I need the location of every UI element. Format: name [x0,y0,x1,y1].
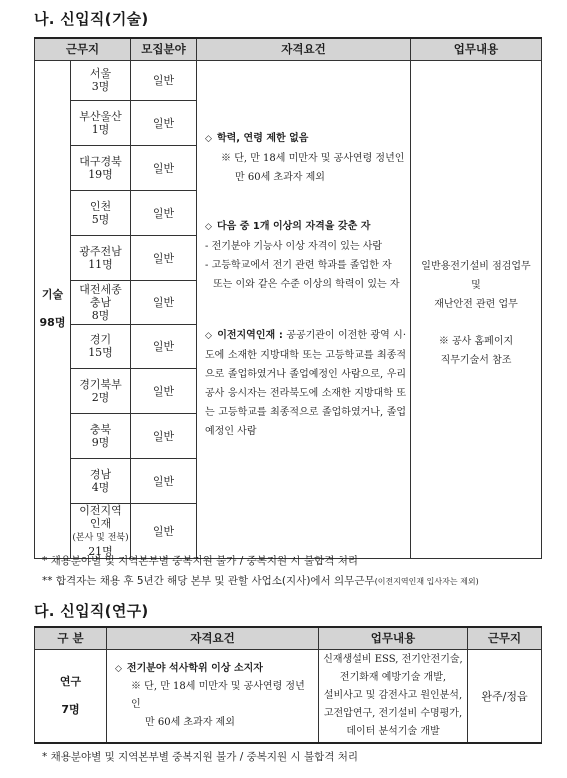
field-cell: 일반 [131,368,197,413]
header-duty: 업무내용 [319,627,468,649]
field-cell: 일반 [131,413,197,458]
research-recruit-table [34,626,542,744]
branch-cell: 경기 15명 [71,324,131,368]
qual-block-certification: ◇ 다음 중 1개 이상의 자격을 갖춘 자 [205,220,371,232]
qual-block-relocation: ◇ 이전지역인재 : 공공기관이 이전한 광역 시·도에 소재한 지방대학 또는 고등학교를 최종적으로 졸업하였거나 졸업예정인 사람으로, 우리 공사 응시자는 전라북도에 소재한 지방대학 또는 고등학교를 최종적으로 졸업하였거나, 졸업예정인 사람 [205,329,407,437]
header-field: 모집분야 [131,38,197,60]
branch-cell: 이전지역 인재 (본사 및 전북) 21명 [72,503,129,558]
header-qualification: 자격요건 [197,38,411,60]
location-cell: 완주/정읍 [468,649,542,743]
field-cell: 일반 [131,280,197,324]
branch-cell: 충북 9명 [71,413,131,458]
table-row [35,649,542,743]
field-cell: 일반 [131,458,197,503]
branch-cell: 경남 4명 [71,458,131,503]
section-title-research: 다. 신입직(연구) [34,602,149,620]
note-duplicate-application-research: * 채용분야별 및 지역본부별 중복지원 불가 / 중복지원 시 불합격 처리 [42,751,359,763]
section-title-technical: 나. 신입직(기술) [34,10,149,28]
branch-cell: 서울 3명 [71,60,131,100]
field-cell: 일반 [131,60,197,100]
header-location: 근무지 [35,38,131,60]
diamond-bullet-icon: ◇ [115,663,122,674]
qualification-cell: ◇ 학력, 연령 제한 없음 ※ 단, 만 18세 미만자 및 공사연령 정년인 만 60세 초과자 제외 ◇ 다음 중 1개 이상의 자격을 갖춘 자 - 전기분야 기능사 이상 자격이 있는 사람 - 고등학교에서 전기 관련 학과를 졸업한 자 또는 이와 같은 수준 이상의 학력이 있는 자 ◇ 이전지역인재 : 공공기관이 이전한 광역 시·도에 소재한 지방대학 또는 고등학교를 최종적으로 졸업하였거나 졸업예정인 사람으로, 우리 공사 응시자는 전라북도에 소재한 지방대학 또는 고등학교를 최종적으로 졸업하였거나, 졸업예정인 사람 [197,60,411,558]
note-duplicate-application: * 채용분야별 및 지역본부별 중복지원 불가 / 중복지원 시 불합격 처리 [42,555,359,567]
branch-cell: 대전세종 충남 8명 [71,280,131,324]
header-location: 근무지 [468,627,542,649]
field-cell: 일반 [131,235,197,280]
branch-cell: 인천 5명 [71,190,131,235]
table-row [35,60,542,100]
note-mandatory-service: ** 합격자는 채용 후 5년간 해당 본부 및 관할 사업소(지사)에서 의무근무(이전지역인재 입사자는 제외) [42,575,479,587]
qual-block-education: ◇ 학력, 연령 제한 없음 [205,132,309,144]
header-qualification: 자격요건 [107,627,319,649]
diamond-bullet-icon: ◇ [205,330,213,341]
group-cell-technical [35,60,71,558]
group-count: 98명 [39,316,66,329]
field-cell: 일반 [131,190,197,235]
technical-recruit-table [34,37,542,559]
group-cell-research: 연구 7명 [35,649,107,743]
branch-cell: 경기북부 2명 [71,368,131,413]
table-header-row [35,38,542,60]
table-header-row [35,627,542,649]
qualification-cell: ◇ 전기분야 석사학위 이상 소지자 ※ 단, 만 18세 미만자 및 공사연령 정년인 만 60세 초과자 제외 [107,649,319,743]
field-cell: 일반 [131,503,197,558]
branch-cell: 대구경북 19명 [71,145,131,190]
diamond-bullet-icon: ◇ [205,221,212,232]
diamond-bullet-icon: ◇ [205,133,212,144]
duty-cell: 일반용전기설비 점검업무 및 재난안전 관련 업무 ※ 공사 홈페이지 직무기술서 참조 [411,60,542,558]
header-duty: 업무내용 [411,38,542,60]
branch-cell: 광주전남 11명 [71,235,131,280]
field-cell: 일반 [131,145,197,190]
field-cell: 일반 [131,324,197,368]
field-cell: 일반 [131,100,197,145]
duty-cell: 신재생설비 ESS, 전기안전기술, 전기화재 예방기술 개발, 설비사고 및 감전사고 원인분석, 고전압연구, 전기설비 수명평가, 데이터 분석기술 개발 [319,649,468,743]
group-label: 기술 [41,288,64,301]
branch-cell: 부산울산 1명 [71,100,131,145]
header-category: 구 분 [35,627,107,649]
